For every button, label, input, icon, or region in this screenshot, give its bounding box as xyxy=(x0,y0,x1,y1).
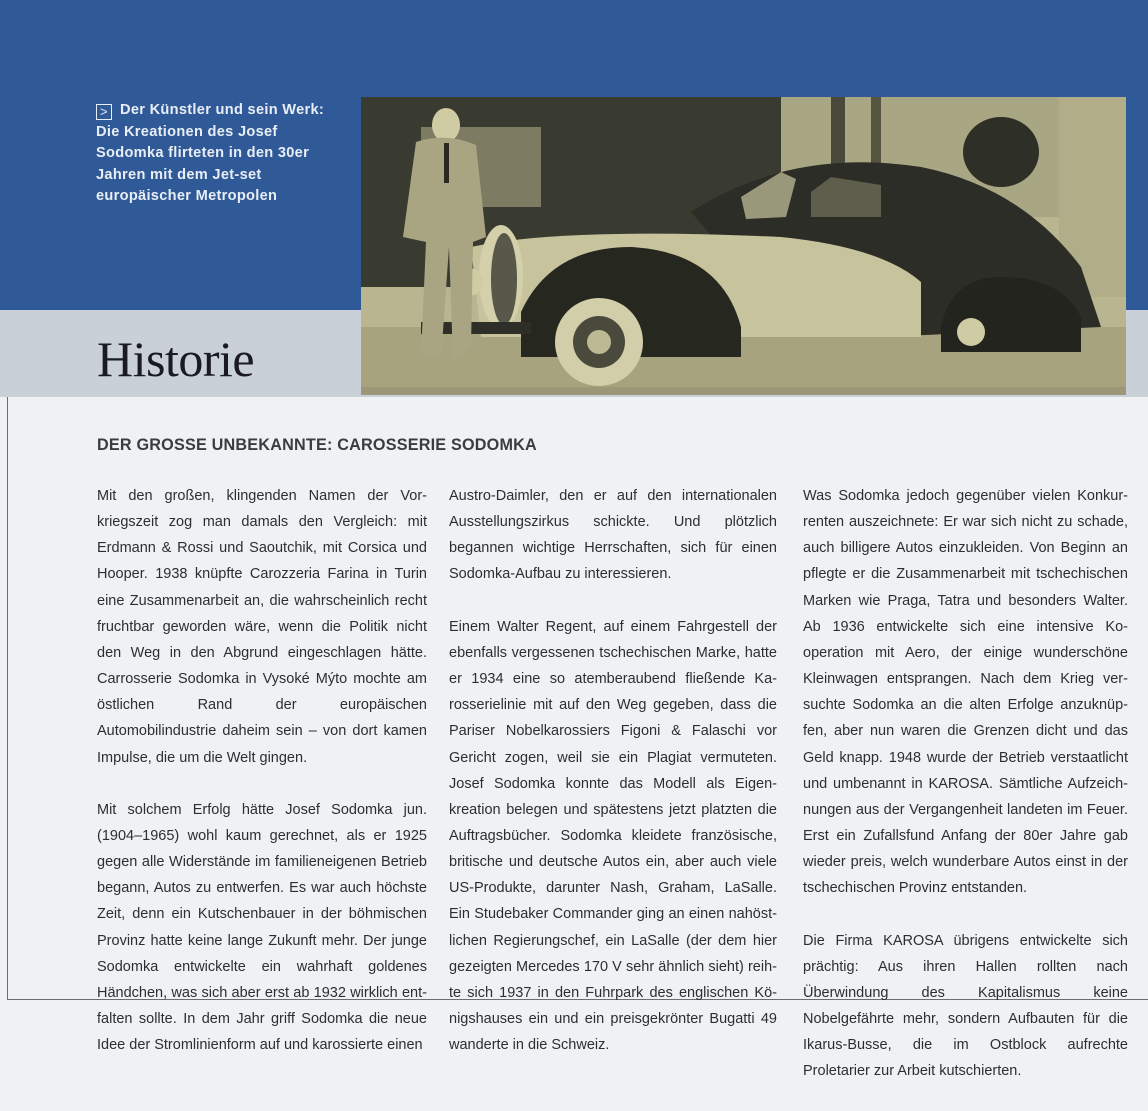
paragraph: Mit den großen, klingenden Namen der Vorkriegszeit zog man damals den Vergleich: mit Erdmann & Rossi und Saoutchik, mit Corsica und Hooper. 1938 knüpfte Carozzeria Farina in Turin eine Zusammenarbeit an, die wahrscheinlich recht fruchtbar geworden wäre, wenn die Politik nicht den Weg in den Abgrund eingeschlagen hätte. Carrosserie Sodomka in Vysoké Mýto mochte am östlichen Rand der europäischen Automobilindustrie daheim sein – von dort kamen Impulse, die um die Welt gingen. xyxy=(97,488,427,766)
paragraph: Einem Walter Regent, auf einem Fahrgestell der ebenfalls vergessenen tschechischen Marke, hatte er 1934 eine so atemberaubend fließende Karosserielinie mit auf den Weg gegeben, dass die Pariser Nobelkarossiers Figoni & Falaschi vor Gericht zogen, weil sie ein Plagiat vermuteten. Josef Sodomka konnte das Modell als Eigenkreation belegen und spätestens jetzt platzten die Auftragsbücher. Sodomka kleidete französische, britische und deutsche Autos ein, aber auch viele US-Produkte, darunter Nash, Graham, LaSalle. Ein Studebaker Commander ging an einen nahöstlichen Regierungschef, ein LaSalle (der dem hier gezeigten Mercedes 170 V sehr ähnlich sieht) reihte sich 1937 in den Fuhrpark des englischen Königshauses ein und ein preisgekrönter Bugatti 49 wanderte in die Schweiz. xyxy=(449,618,777,1054)
section-title: Historie xyxy=(97,331,255,387)
paragraph: Austro-Daimler, den er auf den internationalen Ausstellungszirkus schickte. Und plötzlich begannen wichtige Herrschaften, sich für einen Sodomka-Aufbau zu interessieren. xyxy=(449,488,777,583)
photo-caption xyxy=(96,100,346,208)
article-column-2 xyxy=(449,483,777,1085)
paragraph: Was Sodomka jedoch gegenüber vielen Konkurrenten auszeichnete: Er war sich nicht zu schade, auch billigere Autos einzukleiden. Von Beginn an pflegte er die Zusammenarbeit mit tschechischen Marken wie Praga, Tatra und besonders Walter. Ab 1936 entwickelte sich eine intensive Kooperation mit Aero, der einige wunderschöne Kleinwagen entsprangen. Nach dem Krieg versuchte Sodomka an die alten Erfolge anzuknüpfen, aber nun waren die Grenzen dicht und das Geld knapp. 1948 wurde der Betrieb verstaatlicht und umbenannt in KAROSA. Sämtliche Aufzeichnungen aus der Vergangenheit landeten im Feuer. Erst ein Zufallsfund Anfang der 80er Jahre gab wieder preis, welch wunderbare Autos einst in der tschechischen Provinz entstanden. xyxy=(803,488,1128,897)
paragraph: Mit solchem Erfolg hätte Josef Sodomka jun. (1904–1965) wohl kaum gerechnet, als er 1925 gegen alle Widerstände im familieneigenen Betrieb begann, Autos zu entwerfen. Es war auch höchste Zeit, denn ein Kutschenbauer in der böhmischen Provinz hatte keine lange Zukunft mehr. Der junge Sodomka entwickelte ein wahrhaft goldenes Händchen, was sich aber erst ab 1932 wirklich entfalten sollte. In dem Jahr griff Sodomka die neue Idee der Stromlinienform auf und karossierte einen xyxy=(97,801,427,1054)
article-column-3 xyxy=(803,483,1128,1111)
article-headline: DER GROSSE UNBEKANNTE: CAROSSERIE SODOMKA xyxy=(97,436,537,454)
article-column-1 xyxy=(97,483,427,1085)
historic-car-photo xyxy=(361,97,1126,395)
car-photo-illustration xyxy=(361,97,1126,395)
caption-text: Der Künstler und sein Werk: Die Kreationen des Josef Sodomka flirteten in den 30er Jahren mit dem Jet-set europäischer Metropolen xyxy=(96,102,325,204)
paragraph: Die Firma KAROSA übrigens entwickelte sich prächtig: Aus ihren Hallen rollten nach Überwindung des Kapitalismus keine Nobelgefährte mehr, sondern Aufbauten für die Ikarus-Busse, die im Ostblock aufrechte Proletarier zur Arbeit kutschierten. xyxy=(803,932,1128,1080)
arrow-right-box-icon: > xyxy=(96,104,112,120)
